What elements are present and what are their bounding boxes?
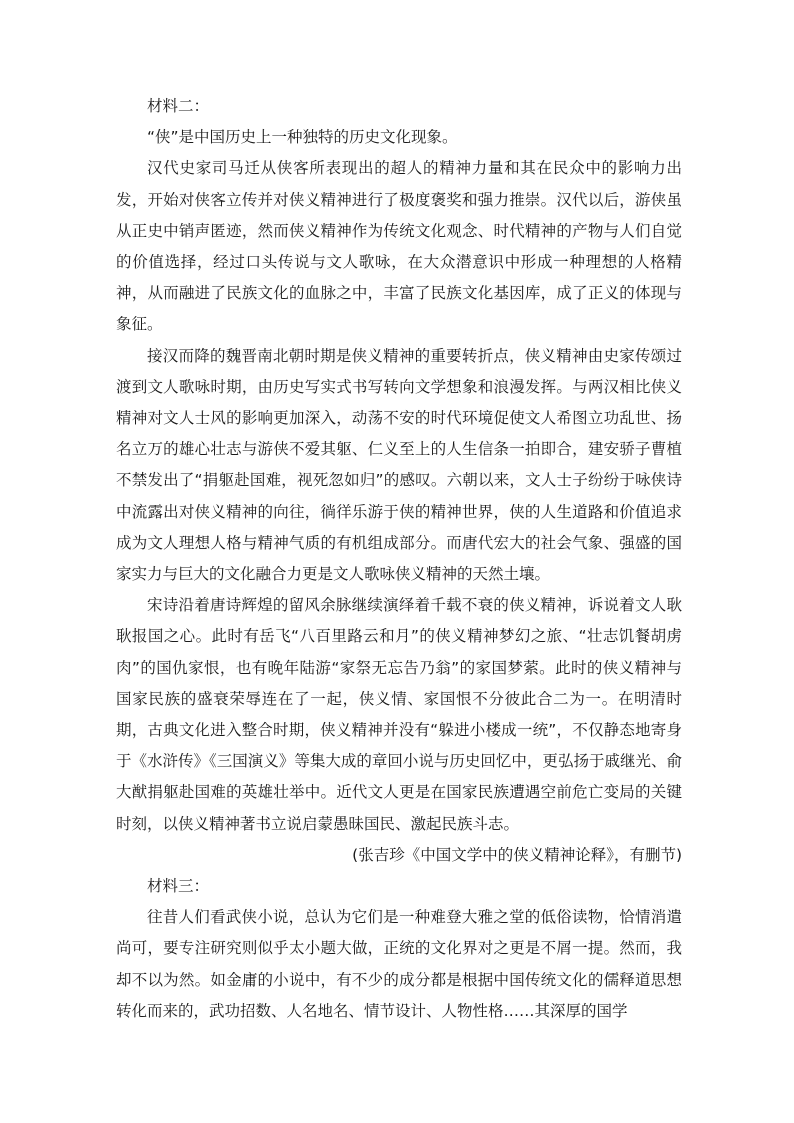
paragraph: 往昔人们看武侠小说，总认为它们是一种难登大雅之堂的低俗读物，恰情消遣尚可，要专注研究则似乎太小题大做，正统的文化界对之更是不屑一提。然而，我却不以为然。如金庸的小说中，有不少的成分都是根据中国传统文化的儒释道思想转化而来的，武功招数、人名地名、情节设计、人物性格……其深厚的国学	[116, 908, 682, 1020]
document-body	[116, 91, 682, 1027]
source-citation: (张吉珍《中国文学中的侠义精神论释》，有删节)	[352, 845, 682, 864]
paragraph: 接汉而降的魏晋南北朝时期是侠义精神的重要转折点，侠义精神由史家传颂过渡到文人歌咏时期，由历史写实式书写转向文学想象和浪漫发挥。与两汉相比侠义精神对文人士风的影响更加深入，动荡不安的时代环境促使文人希图立功乱世、扬名立万的雄心壮志与游侠不爱其躯、仁义至上的人生信条一拍即合，建安骄子曹植不禁发出了“捐躯赴国难，视死忽如归”的感叹。六朝以来，文人士子纷纷于咏侠诗中流露出对侠义精神的向往，徜徉乐游于侠的精神世界，侠的人生道路和价值追求成为文人理想人格与精神气质的有机组成部分。而唐代宏大的社会气象、强盛的国家实力与巨大的文化融合力更是文人歌咏侠义精神的天然土壤。	[116, 346, 682, 584]
material-two-label: 材料二：	[147, 97, 210, 115]
paragraph: 宋诗沿着唐诗辉煌的留风余脉继续演绎着千载不衰的侠义精神，诉说着文人耿耿报国之心。此时有岳飞“八百里路云和月”的侠义精神梦幻之旅、“壮志饥餐胡虏肉”的国仇家恨，也有晚年陆游“家祭无忘告乃翁”的家国梦萦。此时的侠义精神与国家民族的盛衰荣辱连在了一起，侠义情、家国恨不分彼此合二为一。在明清时期，古典文化进入整合时期，侠义精神并没有“躲进小楼成一统”，不仅静态地寄身于《水浒传》《三国演义》等集大成的章回小说与历史回忆中，更弘扬于戚继光、俞大猷捐躯赴国难的英雄壮举中。近代文人更是在国家民族遭遇空前危亡变局的关键时刻，以侠义精神著书立说启蒙愚昧国民、激起民族斗志。	[116, 596, 682, 833]
paragraph: “侠”是中国历史上一种独特的历史文化现象。	[147, 128, 458, 147]
material-three-label: 材料三：	[147, 877, 210, 896]
paragraph: 汉代史家司马迁从侠客所表现出的超人的精神力量和其在民众中的影响力出发，开始对侠客立传并对侠义精神进行了极度褒奖和强力推崇。汉代以后，游侠虽从正史中销声匿迹，然而侠义精神作为传统文化观念、时代精神的产物与人们自觉的价值选择，经过口头传说与文人歌咏，在大众潜意识中形成一种理想的人格精神，从而融进了民族文化的血脉之中，丰富了民族文化基因库，成了正义的体现与象征。	[116, 159, 682, 334]
